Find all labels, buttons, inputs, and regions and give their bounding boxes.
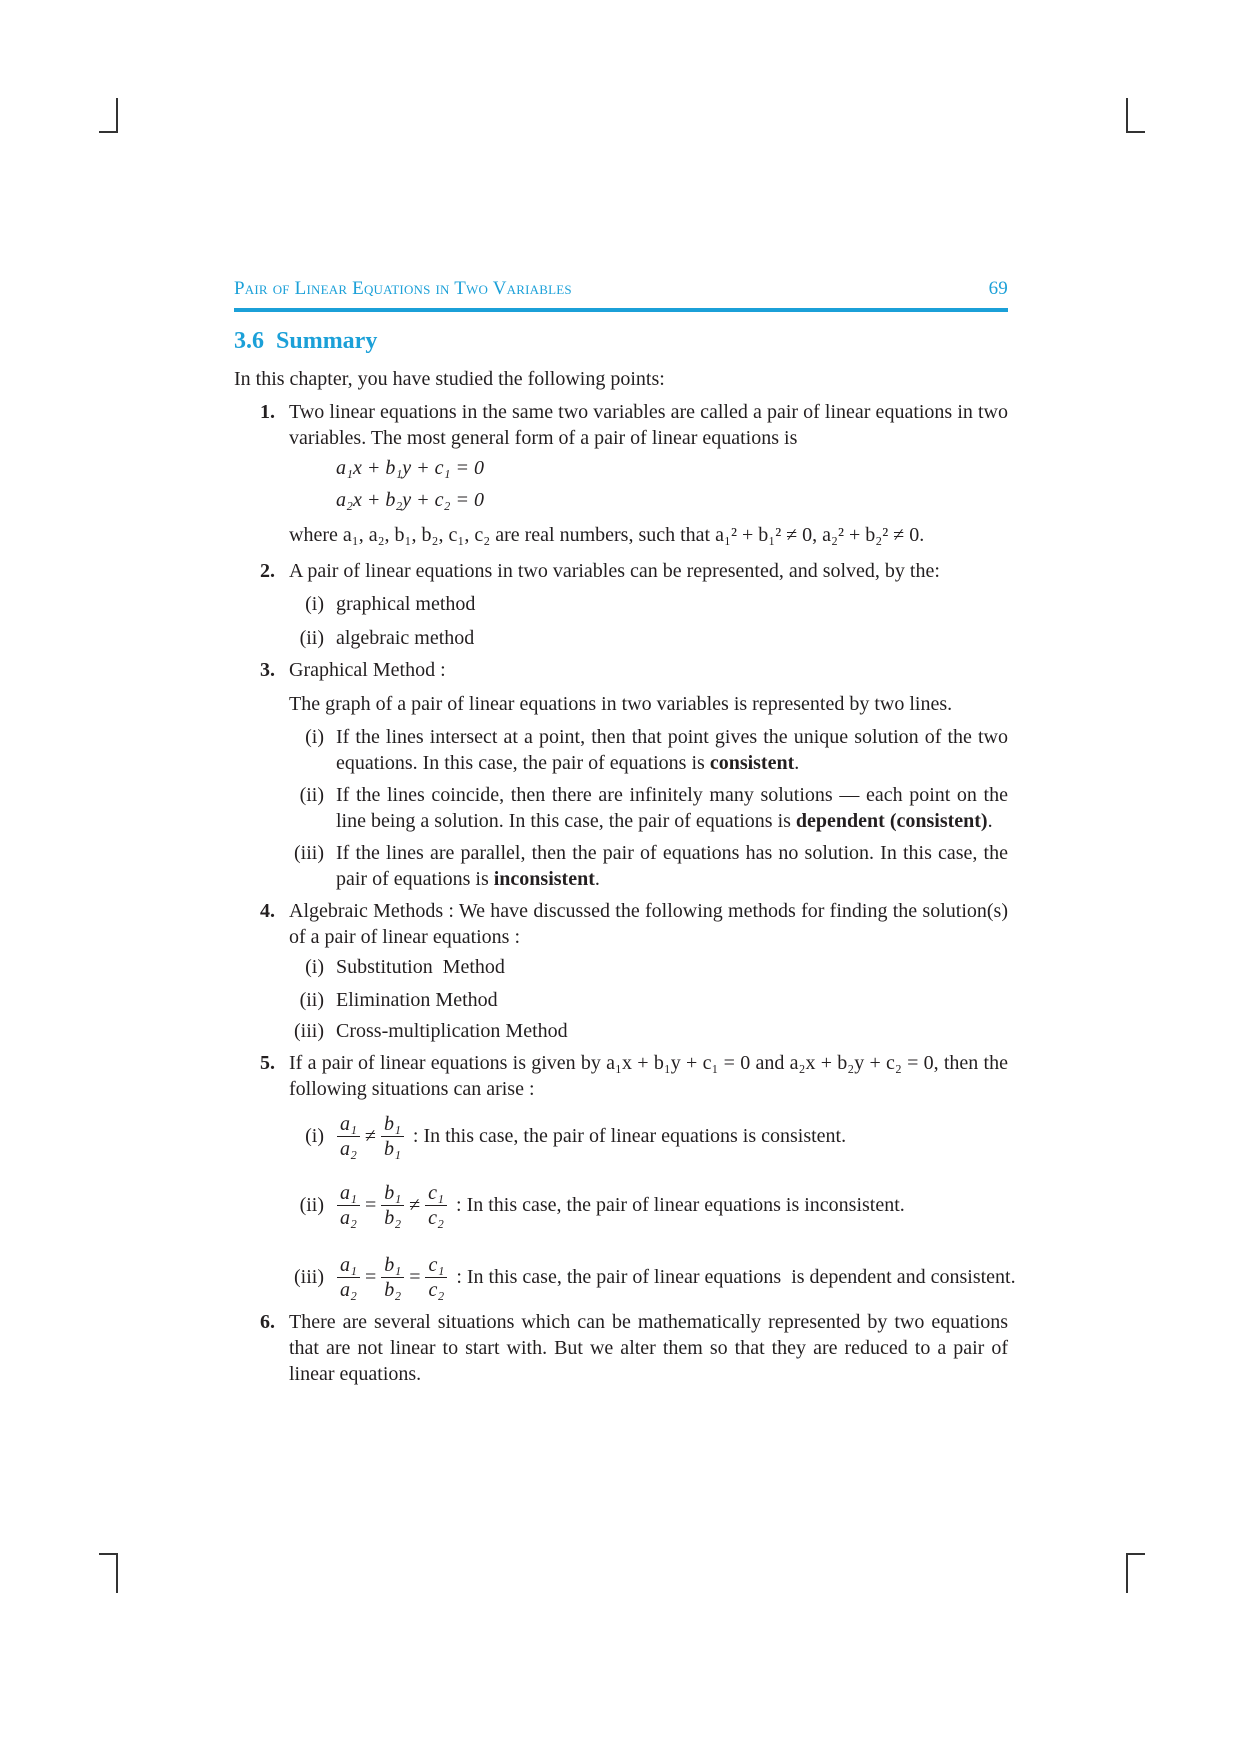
fraction [337,1112,360,1161]
denominator: a₂ [340,1279,357,1301]
sub-item [336,782,1008,834]
case-i [274,1112,846,1161]
numerator: a₁ [337,1253,360,1278]
crop-mark-bottom-right [1126,1553,1128,1593]
numerator: a₁ [337,1112,360,1137]
page-number: 69 [988,278,1008,299]
denominator: b₂ [384,1207,402,1229]
running-title: Pair of Linear Equations in Two Variables [234,278,572,299]
item4-text: Algebraic Methods : We have discussed the following methods for finding the solution(s) of a pair of linear equations : [289,900,1008,948]
numerator: b₁ [381,1181,404,1206]
item-number: 6. [260,1311,275,1333]
item-number: 3. [260,659,275,681]
denominator: c₂ [428,1207,445,1229]
sub-item [336,840,1008,892]
crop-mark-bottom-left [116,1553,118,1593]
operator: = [409,1266,421,1288]
crop-mark-top-left [116,98,118,132]
sub-bold: consistent [709,752,795,774]
denominator: b₁ [383,1138,401,1160]
sub-bold: dependent (consistent) [795,810,988,832]
operator: ≠ [364,1125,376,1147]
denominator: a₂ [340,1138,357,1160]
item-number: 2. [260,560,275,582]
crop-mark-bottom-left [99,1553,118,1555]
case-label: (iii) [294,1266,324,1288]
case-text: : In this case, the pair of linear equations is consistent. [412,1125,847,1147]
sub-label: (iii) [294,1020,324,1042]
equation-1: a₁x + b₁y + c₁ = 0 [336,457,484,479]
item-number: 5. [260,1052,275,1074]
item1-text: Two linear equations in the same two variables are called a pair of linear equations in two variables. The most general form of a pair of linear equations is [289,401,1008,449]
numerator: c₁ [425,1253,447,1278]
header-rule [234,308,1008,312]
sub-item: Elimination Method [336,989,498,1011]
case-iii [274,1253,1016,1302]
sub-label: (i) [305,593,324,615]
sub-item: Substitution Method [336,956,505,978]
sub-item: Cross-multiplication Method [336,1020,568,1042]
crop-mark-bottom-right [1126,1553,1145,1555]
case-ii [274,1181,905,1230]
crop-mark-top-left [99,131,118,133]
sub-label: (ii) [299,784,324,806]
fraction [337,1253,360,1302]
fraction [425,1181,447,1230]
section-title: 3.6 Summary [234,328,378,354]
crop-mark-top-right [1126,131,1145,133]
case-label: (ii) [299,1194,324,1216]
item-number: 1. [260,401,275,423]
fraction [381,1253,404,1302]
running-header [234,278,1008,300]
operator: = [364,1194,377,1216]
operator: = [364,1266,377,1288]
numerator: a₁ [337,1181,360,1206]
numerator: b₁ [381,1253,404,1278]
item3-text: The graph of a pair of linear equations in two variables is represented by two lines. [289,693,953,715]
item5-text: If a pair of linear equations is given by a₁x + b₁y + c₁ = 0 and a₂x + b₂y + c₂ = 0, then the following situations can arise : [289,1052,1008,1100]
sub-label: (i) [305,726,324,748]
case-text: : In this case, the pair of linear equations is dependent and consistent. [456,1266,1016,1288]
item2-text: A pair of linear equations in two variables can be represented, and solved, by the: [289,560,940,582]
fraction [337,1181,360,1230]
fraction [381,1181,404,1230]
denominator: c₂ [428,1279,445,1301]
operator: ≠ [409,1194,421,1216]
sub-text: If the lines are parallel, then the pair of equations has no solution. In this case, the pair of equations is [336,842,1008,890]
numerator: c₁ [425,1181,447,1206]
item1-where: where a₁, a₂, b₁, b₂, c₁, c₂ are real numbers, such that a₁² + b₁² ≠ 0, a₂² + b₂² ≠ 0. [289,524,925,546]
sub-bold: inconsistent [493,868,595,890]
fraction [381,1112,404,1161]
item-number: 4. [260,900,275,922]
sub-item [336,724,1008,776]
case-label: (i) [305,1125,324,1147]
sub-item: graphical method [336,593,476,615]
denominator: b₂ [384,1279,402,1301]
denominator: a₂ [340,1207,357,1229]
sub-end: . [987,810,993,832]
sub-end: . [594,868,600,890]
item6-text: There are several situations which can be mathematically represented by two equations that are not linear to start with. But we alter them so that they are reduced to a pair of linear equations. [289,1311,1008,1385]
sub-label: (ii) [299,627,324,649]
sub-label: (iii) [294,842,324,864]
fraction [425,1253,447,1302]
sub-text: If the lines intersect at a point, then that point gives the unique solution of the two equations. In this case, the pair of equations is [336,726,1008,774]
numerator: b₁ [381,1112,404,1137]
sub-end: . [794,752,800,774]
sub-text: If the lines coincide, then there are infinitely many solutions — each point on the line being a solution. In this case, the pair of equations is [336,784,1008,832]
crop-mark-top-right [1126,98,1128,132]
item3-title: Graphical Method : [289,659,446,681]
case-text: : In this case, the pair of linear equations is inconsistent. [456,1194,905,1216]
intro-text: In this chapter, you have studied the following points: [234,368,665,390]
sub-label: (i) [305,956,324,978]
sub-label: (ii) [299,989,324,1011]
sub-item: algebraic method [336,627,475,649]
equation-2: a₂x + b₂y + c₂ = 0 [336,489,484,511]
